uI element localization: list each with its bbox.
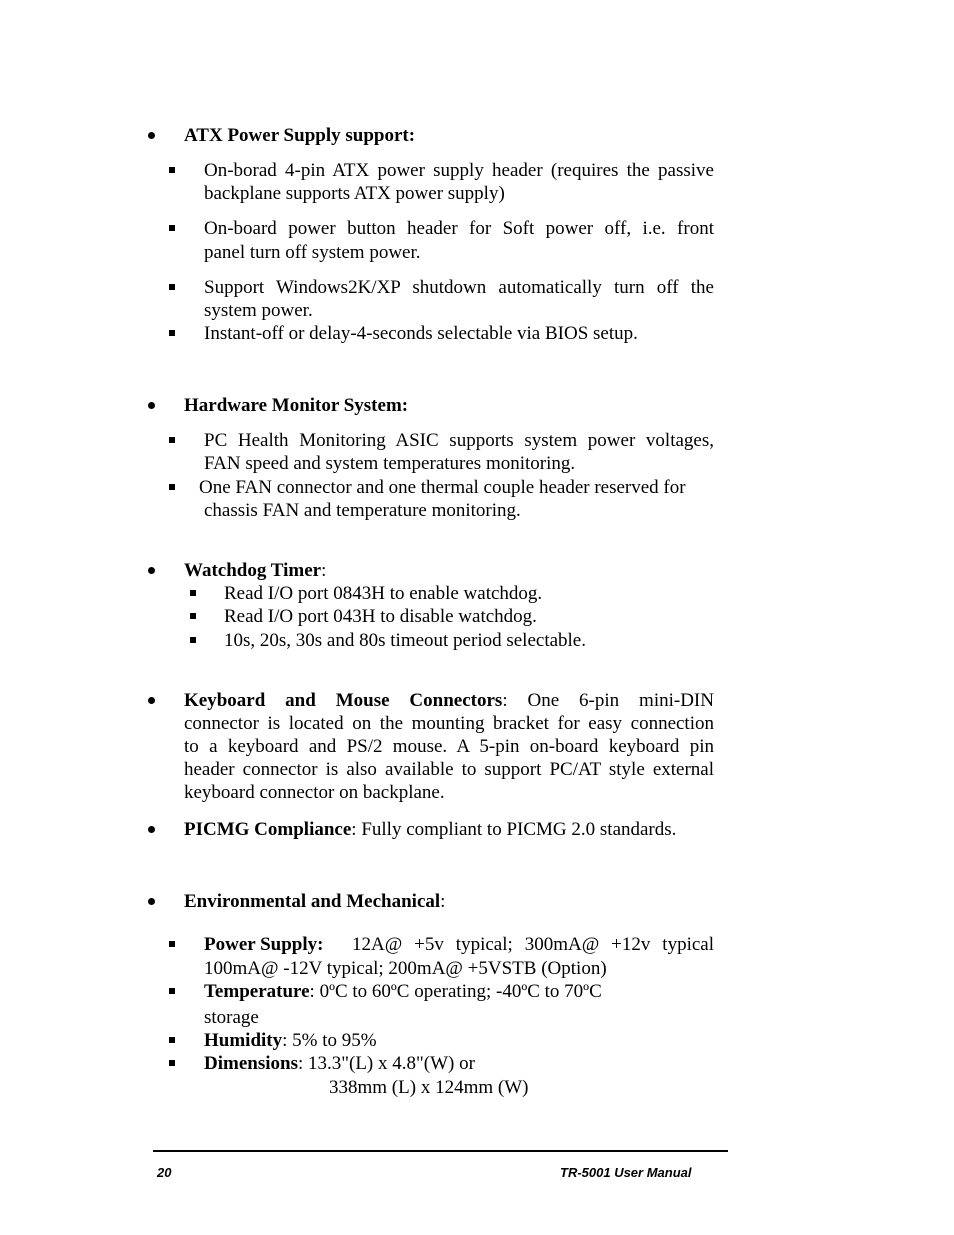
- keyboard-line-3: to a keyboard and PS/2 mouse. A 5-pin on-board keyboard pin: [184, 736, 714, 757]
- power-supply-label: Power Supply:: [204, 934, 324, 955]
- dimensions-line-1: [204, 1052, 475, 1075]
- atx-item-3-line-1: Support Windows2K/XP shutdown automatically turn off the: [204, 277, 714, 298]
- power-supply-line-2: 100mA@ -12V typical; 200mA@ +5VSTB (Option): [204, 958, 607, 979]
- env-heading-line: [184, 890, 445, 913]
- atx-item-1-line-2: backplane supports ATX power supply): [204, 183, 505, 204]
- power-supply-line-1: 12A@ +5v typical; 300mA@ +12v typical: [352, 934, 714, 955]
- picmg-line: [184, 818, 676, 841]
- bullet-square: [169, 988, 175, 994]
- atx-item-4: Instant-off or delay-4-seconds selectable via BIOS setup.: [204, 323, 638, 344]
- temperature-line-2: storage: [204, 1007, 259, 1028]
- bullet-square: [169, 167, 175, 173]
- keyboard-line-5: keyboard connector on backplane.: [184, 782, 445, 803]
- watchdog-heading: Watchdog Timer: [184, 560, 322, 581]
- bullet-square: [190, 637, 196, 643]
- hwmon-item-1-line-2: FAN speed and system temperatures monitoring.: [204, 453, 576, 474]
- bullet-square: [169, 330, 175, 336]
- bullet-dot: [148, 898, 155, 905]
- atx-item-2-line-2: panel turn off system power.: [204, 242, 421, 263]
- humidity-label: Humidity: [204, 1030, 283, 1051]
- hwmon-item-2-line-2: chassis FAN and temperature monitoring.: [204, 500, 521, 521]
- hwmon-item-2-line-1: One FAN connector and one thermal couple header reserved for: [199, 477, 686, 498]
- temperature-label: Temperature: [204, 981, 310, 1002]
- bullet-square: [169, 941, 175, 947]
- humidity-line: [204, 1029, 377, 1052]
- bullet-square: [169, 284, 175, 290]
- watchdog-item-1: Read I/O port 0843H to enable watchdog.: [224, 583, 543, 604]
- picmg-text: : Fully compliant to PICMG 2.0 standards.: [351, 819, 677, 840]
- bullet-square: [169, 1037, 175, 1043]
- page-number: 20: [157, 1165, 172, 1180]
- manual-title: TR-5001 User Manual: [560, 1165, 692, 1180]
- atx-item-3-line-2: system power.: [204, 300, 313, 321]
- atx-heading: ATX Power Supply support:: [184, 125, 416, 146]
- temperature-value: : 0ºC to 60ºC operating; -40ºC to 70ºC: [309, 981, 602, 1002]
- dimensions-value: : 13.3"(L) x 4.8"(W) or: [297, 1053, 475, 1074]
- bullet-square: [190, 613, 196, 619]
- bullet-square: [190, 590, 196, 596]
- keyboard-line-1: [184, 689, 714, 712]
- keyboard-heading: Keyboard and Mouse Connectors: [184, 690, 503, 711]
- atx-item-1-line-1: On-borad 4-pin ATX power supply header (requires the passive: [204, 160, 714, 181]
- bullet-dot: [148, 697, 155, 704]
- temperature-line-1: [204, 980, 602, 1003]
- hwmon-heading: Hardware Monitor System:: [184, 395, 409, 416]
- env-heading-colon: :: [440, 891, 446, 912]
- env-heading: Environmental and Mechanical: [184, 891, 441, 912]
- bullet-dot: [148, 402, 155, 409]
- humidity-value: : 5% to 95%: [282, 1030, 377, 1051]
- picmg-heading: PICMG Compliance: [184, 819, 352, 840]
- watchdog-heading-colon: :: [321, 560, 327, 581]
- keyboard-line-2: connector is located on the mounting bracket for easy connection: [184, 713, 714, 734]
- bullet-square: [169, 225, 175, 231]
- keyboard-text-1: : One 6-pin mini-DIN: [502, 690, 714, 711]
- bullet-dot: [148, 567, 155, 574]
- dimensions-line-2: 338mm (L) x 124mm (W): [329, 1077, 529, 1098]
- footer-rule: [153, 1150, 728, 1152]
- dimensions-label: Dimensions: [204, 1053, 298, 1074]
- bullet-dot: [148, 826, 155, 833]
- bullet-square: [169, 1060, 175, 1066]
- keyboard-line-4: header connector is also available to support PC/AT style external: [184, 759, 714, 780]
- bullet-square: [169, 437, 175, 443]
- watchdog-item-2: Read I/O port 043H to disable watchdog.: [224, 606, 537, 627]
- bullet-dot: [148, 132, 155, 139]
- watchdog-item-3: 10s, 20s, 30s and 80s timeout period selectable.: [224, 630, 586, 651]
- watchdog-heading-line: [184, 559, 326, 582]
- atx-item-2-line-1: On-board power button header for Soft power off, i.e. front: [204, 218, 714, 239]
- bullet-square: [169, 484, 175, 490]
- hwmon-item-1-line-1: PC Health Monitoring ASIC supports system power voltages,: [204, 430, 714, 451]
